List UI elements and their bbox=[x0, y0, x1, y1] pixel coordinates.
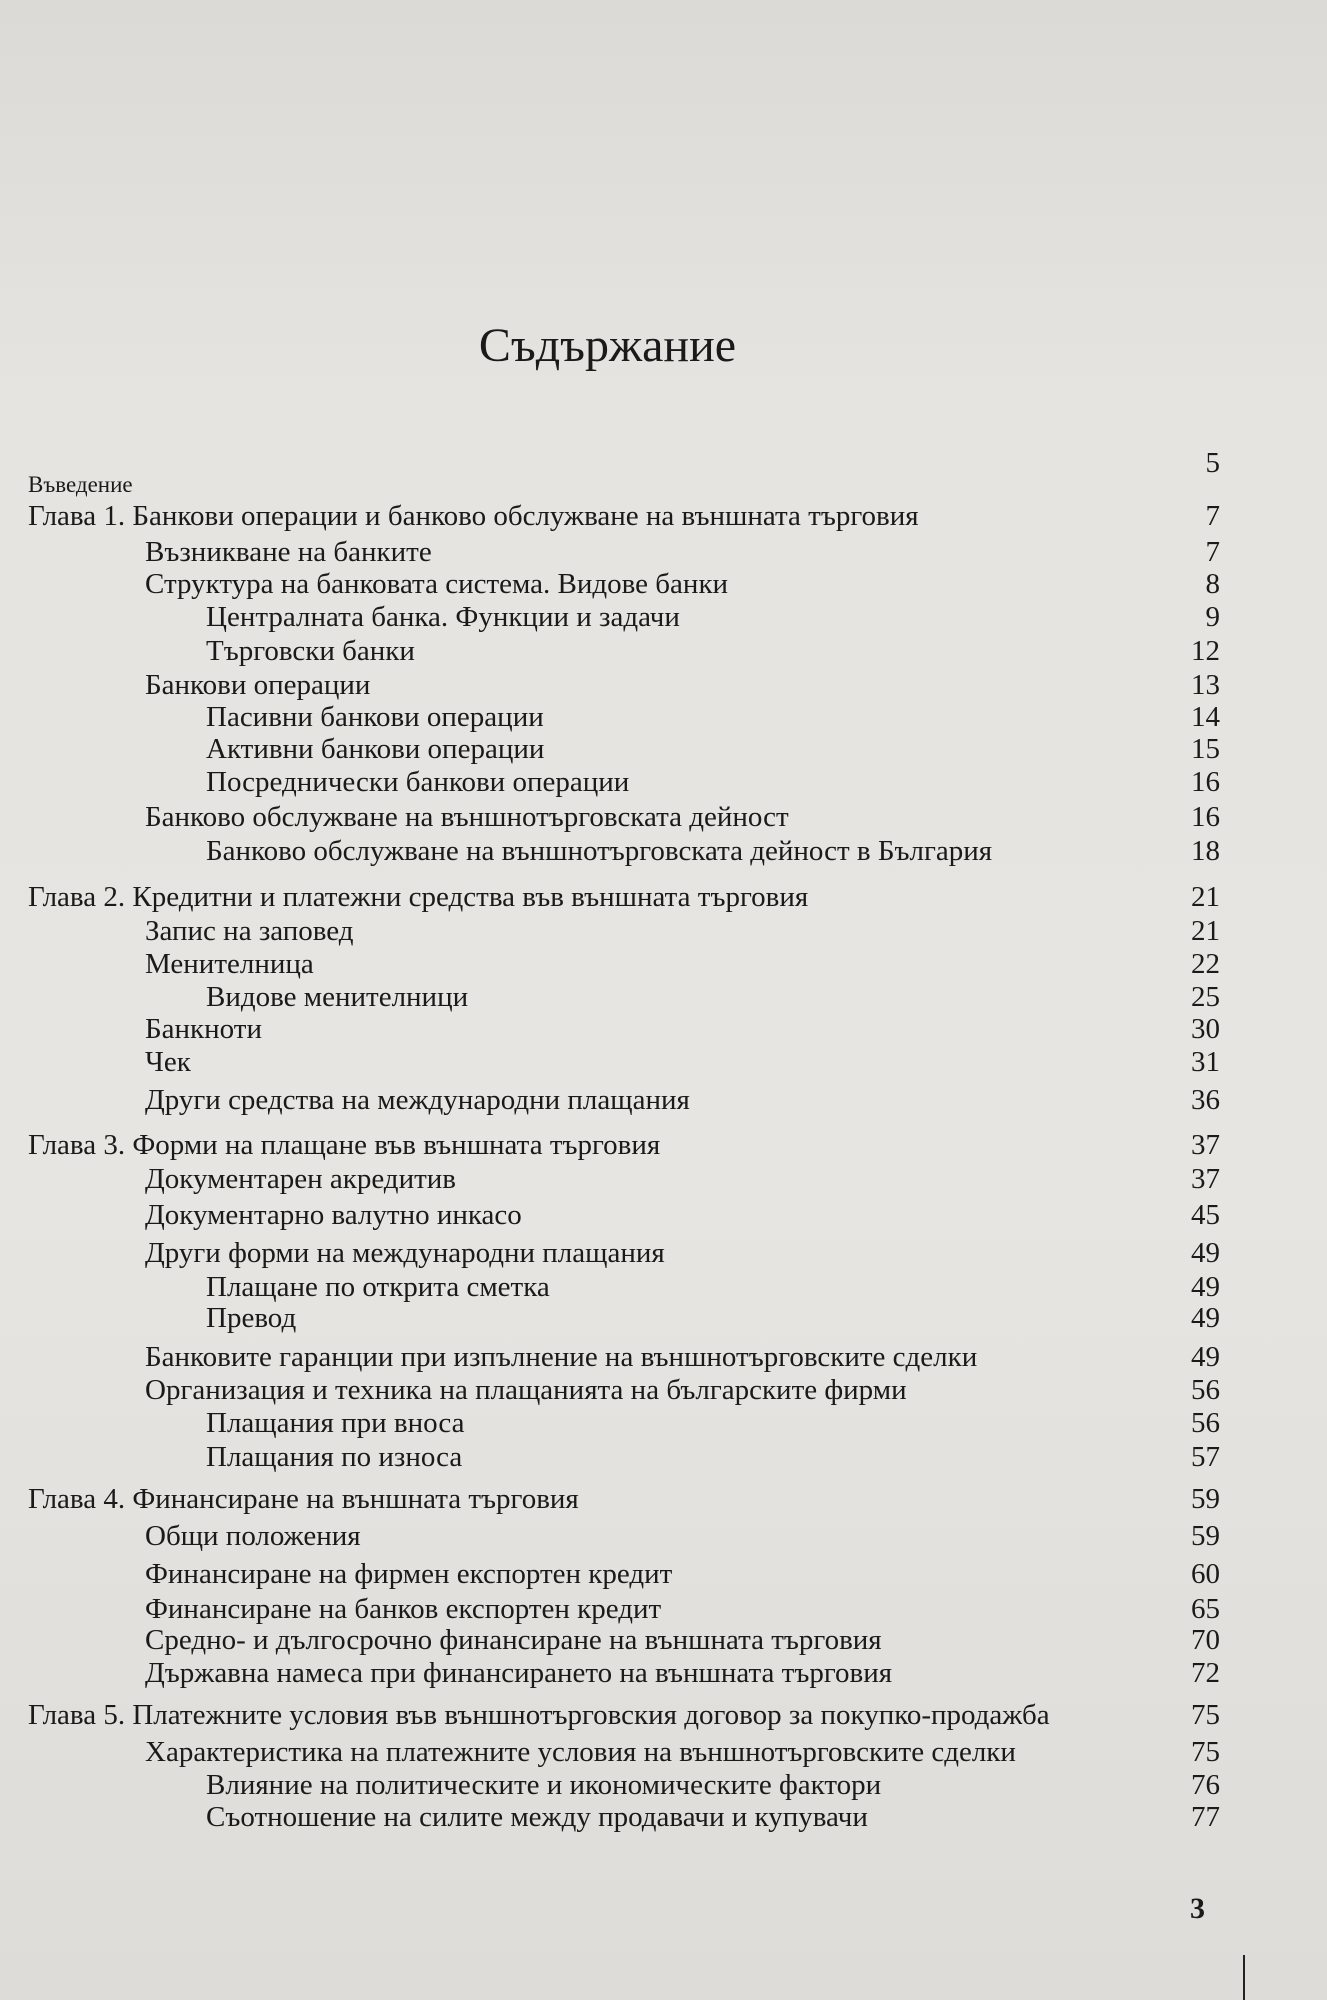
toc-entry bbox=[0, 1440, 1327, 1474]
toc-entry-page: 70 bbox=[1191, 1624, 1220, 1656]
toc-entry bbox=[0, 1768, 1327, 1802]
toc-entry-page: 59 bbox=[1191, 1483, 1220, 1515]
toc-entry-title: Организация и техника на плащанията на българските фирми bbox=[145, 1374, 907, 1406]
toc-entry-page: 75 bbox=[1191, 1699, 1220, 1731]
toc-entry-title: Документарно валутно инкасо bbox=[145, 1199, 522, 1231]
toc-entry-page: 16 bbox=[1191, 766, 1220, 798]
toc-entry-page: 16 bbox=[1191, 801, 1220, 833]
toc-entry bbox=[0, 1162, 1327, 1196]
toc-entry bbox=[0, 732, 1327, 766]
toc-entry-page: 49 bbox=[1191, 1271, 1220, 1303]
toc-entry bbox=[0, 1735, 1327, 1769]
toc-entry-page: 21 bbox=[1191, 881, 1220, 913]
page-number: 3 bbox=[1190, 1892, 1205, 1925]
toc-entry-page: 75 bbox=[1191, 1736, 1220, 1768]
toc-entry-title: Глава 1. Банкови операции и банково обслужване на външната търговия bbox=[28, 500, 919, 532]
toc-entry-page: 15 bbox=[1191, 733, 1220, 765]
toc-entry-page: 9 bbox=[1205, 601, 1220, 633]
toc-entry-title: Общи положения bbox=[145, 1520, 361, 1552]
toc-entry-title: Други форми на международни плащания bbox=[145, 1237, 665, 1269]
toc-chapter-entry bbox=[0, 1128, 1327, 1162]
toc-entry bbox=[0, 1236, 1327, 1270]
toc-entry-page: 49 bbox=[1191, 1302, 1220, 1334]
toc-entry-title: Централната банка. Функции и задачи bbox=[206, 601, 680, 633]
toc-entry-title: Банково обслужване на външнотърговската дейност bbox=[145, 801, 789, 833]
toc-entry-page: 18 bbox=[1191, 835, 1220, 867]
toc-entry bbox=[0, 1656, 1327, 1690]
toc-entry-title: Посреднически банкови операции bbox=[206, 766, 630, 798]
toc-entry-title: Държавна намеса при финансирането на външната търговия bbox=[145, 1657, 893, 1689]
toc-entry-page: 59 bbox=[1191, 1520, 1220, 1552]
toc-entry-title: Менителница bbox=[145, 948, 314, 980]
toc-entry bbox=[0, 1301, 1327, 1335]
toc-entry-page: 7 bbox=[1205, 500, 1220, 532]
toc-entry-page: 12 bbox=[1191, 635, 1220, 667]
toc-entry bbox=[0, 1592, 1327, 1626]
toc-entry bbox=[0, 1373, 1327, 1407]
toc-entry-title: Характеристика на платежните условия на външнотърговските сделки bbox=[145, 1736, 1016, 1768]
toc-entry bbox=[0, 535, 1327, 569]
toc-entry bbox=[0, 1519, 1327, 1553]
toc-entry-title: Чек bbox=[145, 1046, 191, 1078]
toc-entry-page: 57 bbox=[1191, 1441, 1220, 1473]
toc-entry bbox=[0, 765, 1327, 799]
toc-entry-page: 14 bbox=[1191, 701, 1220, 733]
toc-entry-page: 5 bbox=[1205, 447, 1220, 479]
toc-entry-title: Финансиране на фирмен експортен кредит bbox=[145, 1558, 673, 1590]
toc-entry bbox=[0, 800, 1327, 834]
toc-entry-page: 37 bbox=[1191, 1129, 1220, 1161]
page-edge bbox=[1243, 1955, 1245, 2000]
toc-entry-title: Влияние на политическите и икономическите фактори bbox=[206, 1769, 882, 1801]
toc-entry-title: Въведение bbox=[28, 472, 133, 497]
toc-entry-page: 49 bbox=[1191, 1341, 1220, 1373]
toc-entry-page: 60 bbox=[1191, 1558, 1220, 1590]
toc-chapter-entry bbox=[0, 880, 1327, 914]
toc-entry-title: Плащания по износа bbox=[206, 1441, 463, 1473]
toc-entry bbox=[0, 1045, 1327, 1079]
toc-entry-title: Пасивни банкови операции bbox=[206, 701, 544, 733]
toc-entry-title: Банковите гаранции при изпълнение на външнотърговските сделки bbox=[145, 1341, 978, 1373]
toc-entry-page: 8 bbox=[1205, 568, 1220, 600]
toc-entry-page: 77 bbox=[1191, 1801, 1220, 1833]
toc-entry-title: Търговски банки bbox=[206, 635, 415, 667]
toc-entry-page: 30 bbox=[1191, 1013, 1220, 1045]
toc-entry-title: Глава 4. Финансиране на външната търговия bbox=[28, 1483, 579, 1515]
toc-entry-title: Документарен акредитив bbox=[145, 1163, 456, 1195]
toc-entry-page: 72 bbox=[1191, 1657, 1220, 1689]
toc-entry-title: Банкови операции bbox=[145, 669, 371, 701]
toc-entry bbox=[0, 980, 1327, 1014]
toc-entry-title: Глава 3. Форми на плащане във външната търговия bbox=[28, 1129, 661, 1161]
toc-chapter-entry bbox=[0, 499, 1327, 533]
toc-entry-title: Плащане по открита сметка bbox=[206, 1271, 550, 1303]
toc-chapter-entry bbox=[0, 1698, 1327, 1732]
toc-entry bbox=[0, 914, 1327, 948]
toc-entry bbox=[0, 1083, 1327, 1117]
toc-entry-page: 49 bbox=[1191, 1237, 1220, 1269]
toc-entry-title: Възникване на банките bbox=[145, 536, 432, 568]
toc-entry-title: Структура на банковата система. Видове банки bbox=[145, 568, 729, 600]
toc-entry-title: Банкноти bbox=[145, 1013, 262, 1045]
toc-entry-page: 31 bbox=[1191, 1046, 1220, 1078]
toc-entry-page: 56 bbox=[1191, 1374, 1220, 1406]
toc-entry-title: Глава 2. Кредитни и платежни средства във външната търговия bbox=[28, 881, 809, 913]
toc-chapter-entry bbox=[0, 1482, 1327, 1516]
toc-entry-title: Други средства на международни плащания bbox=[145, 1084, 690, 1116]
toc-entry bbox=[0, 567, 1327, 601]
toc-entry-title: Глава 5. Платежните условия във външнотърговския договор за покупко-продажба bbox=[28, 1699, 1050, 1731]
toc-entry bbox=[0, 700, 1327, 734]
toc-entry bbox=[0, 634, 1327, 668]
toc-entry bbox=[0, 1198, 1327, 1232]
toc-entry bbox=[0, 1012, 1327, 1046]
toc-entry-page: 25 bbox=[1191, 981, 1220, 1013]
toc-entry-page: 65 bbox=[1191, 1593, 1220, 1625]
toc-entry bbox=[0, 1557, 1327, 1591]
toc-entry-page: 45 bbox=[1191, 1199, 1220, 1231]
toc-entry-title: Превод bbox=[206, 1302, 297, 1334]
toc-entry bbox=[0, 1340, 1327, 1374]
toc-entry bbox=[0, 600, 1327, 634]
toc-entry bbox=[0, 1800, 1327, 1834]
toc-entry bbox=[0, 1623, 1327, 1657]
toc-entry-page: 76 bbox=[1191, 1769, 1220, 1801]
toc-entry bbox=[0, 668, 1327, 702]
toc-entry bbox=[0, 1270, 1327, 1304]
toc-entry bbox=[0, 947, 1327, 981]
toc-entry bbox=[0, 1406, 1327, 1440]
toc-entry-page: 21 bbox=[1191, 915, 1220, 947]
page-title: Съдържание bbox=[478, 319, 737, 372]
toc-entry-title: Плащания при вноса bbox=[206, 1407, 465, 1439]
toc-entry-page: 56 bbox=[1191, 1407, 1220, 1439]
toc-entry-page: 13 bbox=[1191, 669, 1220, 701]
toc-entry-title: Активни банкови операции bbox=[206, 733, 545, 765]
toc-chapter-entry bbox=[0, 447, 1327, 502]
toc-entry-title: Запис на заповед bbox=[145, 915, 354, 947]
toc-entry-title: Видове менителници bbox=[206, 981, 469, 1013]
toc-entry bbox=[0, 834, 1327, 868]
toc-entry-title: Средно- и дългосрочно финансиране на външната търговия bbox=[145, 1624, 882, 1656]
toc-entry-page: 7 bbox=[1205, 536, 1220, 568]
toc-entry-page: 36 bbox=[1191, 1084, 1220, 1116]
toc-entry-page: 22 bbox=[1191, 948, 1220, 980]
toc-entry-title: Банково обслужване на външнотърговската дейност в България bbox=[206, 835, 993, 867]
toc-entry-title: Съотношение на силите между продавачи и купувачи bbox=[206, 1801, 868, 1833]
toc-entry-title: Финансиране на банков експортен кредит bbox=[145, 1593, 662, 1625]
toc-entry-page: 37 bbox=[1191, 1163, 1220, 1195]
